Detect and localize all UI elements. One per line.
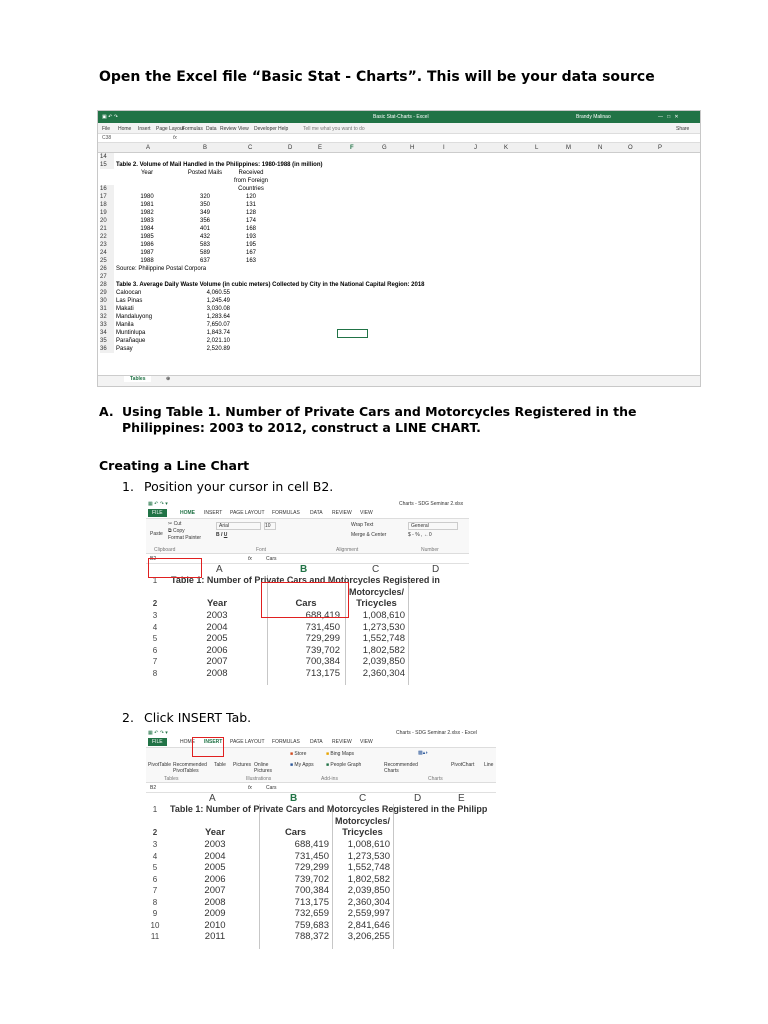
- cell-cars[interactable]: 700,384: [294, 885, 329, 896]
- cell-motorcycles[interactable]: 1,802,582: [347, 873, 390, 885]
- header-year: Year: [140, 170, 154, 176]
- name-box[interactable]: B2: [150, 785, 157, 791]
- table-row: 23 1986 583 195: [98, 241, 701, 249]
- page-title: Open the Excel file “Basic Stat - Charts”. This will be your data source: [99, 69, 655, 85]
- cell-cars[interactable]: 739,702: [294, 873, 329, 885]
- cell-motorcycles[interactable]: 1,552,748: [347, 862, 390, 873]
- excel-logo-icon: ▦ ↶ ↷ ▾: [148, 730, 168, 736]
- cell-received[interactable]: 131: [245, 202, 256, 208]
- recommended-charts-button[interactable]: Recommended Charts: [384, 762, 418, 774]
- cell-year[interactable]: 2011: [204, 931, 226, 942]
- header-year: Year: [204, 827, 226, 838]
- cell-posted[interactable]: 637: [199, 258, 210, 264]
- cell-cars[interactable]: 731,450: [305, 621, 340, 633]
- cell-received[interactable]: 174: [245, 218, 256, 224]
- table-row: 30 Las Pinas 1,245.49: [100, 298, 230, 304]
- cell-year[interactable]: 2006: [206, 644, 228, 656]
- cell-city[interactable]: Caloocan: [116, 290, 142, 296]
- cell-posted[interactable]: 432: [199, 234, 210, 240]
- menu-data[interactable]: Data: [206, 126, 217, 132]
- section-a-instruction: Using Table 1. Number of Private Cars and Motorcycles Registered in the Philippines: 2003 to 2012, construct a LINE CHART.: [122, 404, 637, 435]
- table-row: 21 1984 401 168: [98, 225, 701, 233]
- menu-help[interactable]: Help: [278, 126, 289, 132]
- cell-year[interactable]: 2004: [206, 621, 228, 633]
- header-year: Year: [206, 598, 228, 609]
- cell-motorcycles[interactable]: 1,008,610: [362, 610, 405, 621]
- pictures-button[interactable]: Pictures: [233, 762, 252, 768]
- table-row: 20 1983 356 174: [98, 217, 701, 225]
- line-chart-button[interactable]: Line: [484, 762, 494, 768]
- table3-title: Table 3. Average Daily Waste Volume (in cubic meters) Collected by City in the National Capital Region: 2018: [116, 282, 425, 288]
- excel-titlebar: [98, 111, 700, 123]
- table-row: 10 2010 759,683 2,841,646: [150, 919, 390, 931]
- table2-title: Table 2. Volume of Mail Handled in the Philippines: 1980-1988 (in million): [116, 162, 323, 168]
- table-row: 3 2003 688,419 1,008,610: [152, 839, 390, 850]
- table-row: 36 Pasay 2,520.89: [100, 346, 230, 352]
- cell-received[interactable]: 128: [245, 210, 256, 216]
- menu-view[interactable]: View: [238, 126, 249, 132]
- highlight-cell-b2: [261, 582, 349, 618]
- worksheet-grid[interactable]: 14 15 Table 2. Volume of Mail Handled in the Philippines: 1980-1988 (in million) Year Posted Mails Received from Foreign 16 Countries 17 1980 320 120 18 1981 350 131 19 1982 349 128 20 1983 356 174 21 1984 401 168 22 1985 432 193 23 1986 583 195 24 1987 589 167 25 1988 637 163 26 Source: Philippine Postal Corpora 27 28 Table 3. Average Daily Waste Volume (in cubic meters) Collected by City in the National Capital Region: 2018 29 Caloocan 4,060.55 30 Las Pinas 1,245.49 31 Makati 3,030.08 32 Mandaluyong 1,283.64 33 Manila 7,650.07 34 Muntinlupa 1,843.74 35 Parañaque 2,021.10 36 Pasay 2,520.89: [98, 153, 700, 369]
- sheet-tab-tables[interactable]: Tables: [124, 376, 151, 382]
- cell-received[interactable]: 195: [245, 242, 256, 248]
- cell-received[interactable]: 193: [245, 234, 256, 240]
- add-sheet-icon[interactable]: ⊕: [166, 376, 171, 382]
- column-header[interactable]: F: [350, 145, 354, 151]
- cell-received[interactable]: 168: [245, 226, 256, 232]
- table-row: 35 Parañaque 2,021.10: [100, 338, 230, 344]
- cell-waste[interactable]: 3,030.08: [206, 306, 230, 312]
- tab-page-layout[interactable]: PAGE LAYOUT: [230, 739, 265, 745]
- cell-motorcycles[interactable]: 2,360,304: [347, 896, 390, 908]
- insert-ribbon: PivotTable Recommended PivotTables Table Pictures Online Pictures ■ Store ■ My Apps ■ Bing Maps ■ People Graph Recommended Charts ▩▴◗ PivotChart Line Tables Illustrations Add-ins Charts: [146, 747, 496, 783]
- cell-year[interactable]: 2005: [206, 633, 228, 644]
- bold-button[interactable]: B I U: [216, 532, 228, 538]
- formula-input[interactable]: Cars: [266, 556, 277, 562]
- cell-posted[interactable]: 583: [199, 242, 210, 248]
- tab-data[interactable]: DATA: [310, 510, 323, 516]
- wrap-text-button[interactable]: Wrap Text: [351, 522, 374, 528]
- table-row: 3 2003 688,419 1,008,610: [152, 610, 405, 621]
- table-row: 7 2007 700,384 2,039,850: [152, 656, 405, 667]
- user-name: Brandy Malinao: [576, 114, 611, 120]
- tab-file[interactable]: FILE: [148, 738, 167, 746]
- table-row: 22 1985 432 193: [98, 233, 701, 241]
- cell-motorcycles[interactable]: 3,206,255: [347, 931, 390, 942]
- pivottable-button[interactable]: PivotTable: [148, 762, 172, 768]
- window-controls[interactable]: — □ ✕: [658, 114, 679, 120]
- tell-me-input[interactable]: Tell me what you want to do: [303, 126, 365, 132]
- cell-waste[interactable]: 4,060.55: [206, 290, 230, 296]
- cell-posted[interactable]: 356: [199, 218, 210, 224]
- recommended-pivottables-button[interactable]: Recommended PivotTables: [173, 762, 207, 774]
- formula-bar: [98, 134, 700, 143]
- cell-cars[interactable]: 739,702: [305, 644, 340, 656]
- cell-posted[interactable]: 320: [199, 194, 210, 200]
- cell-cars[interactable]: 713,175: [305, 667, 340, 679]
- ribbon-tabs: [98, 123, 700, 134]
- table-row: 4 2004 731,450 1,273,530: [152, 621, 405, 633]
- cell-cars[interactable]: 713,175: [294, 896, 329, 908]
- cell-year[interactable]: 2008: [204, 896, 226, 908]
- cell-year[interactable]: 1982: [140, 210, 154, 216]
- cell-year[interactable]: 2004: [204, 850, 226, 862]
- column-headers: A B C D E: [209, 793, 465, 804]
- cell-year[interactable]: 2010: [204, 919, 226, 931]
- format-painter-button[interactable]: Format Painter: [168, 535, 202, 541]
- header-posted: Posted Mails: [187, 170, 223, 176]
- cell-waste[interactable]: 1,245.49: [206, 298, 230, 304]
- column-headers: [98, 143, 700, 153]
- cell-motorcycles[interactable]: 2,360,304: [362, 667, 405, 679]
- cell-city[interactable]: Manila: [116, 322, 134, 328]
- name-box[interactable]: B2: [150, 556, 157, 562]
- column-header[interactable]: E: [318, 145, 323, 151]
- cell-year[interactable]: 2007: [206, 656, 228, 667]
- cell-received[interactable]: 163: [245, 258, 256, 264]
- table-row: 6 2006 739,702 1,802,582: [152, 644, 405, 656]
- menu-developer[interactable]: Developer: [254, 126, 277, 132]
- cell-year[interactable]: 2008: [206, 667, 228, 679]
- paste-button[interactable]: Paste: [150, 531, 163, 537]
- cell-year[interactable]: 1986: [140, 242, 154, 248]
- table-row: 31 Makati 3,030.08: [100, 306, 230, 312]
- cell-year[interactable]: 1985: [140, 234, 154, 240]
- table1-title: Table 1: Number of Private Cars and Motorcycles Registered in the Philipp: [170, 804, 488, 814]
- header-motorcycles: Tricycles: [356, 598, 397, 609]
- cell-motorcycles[interactable]: 1,008,610: [347, 839, 390, 850]
- column-header[interactable]: D: [288, 145, 293, 151]
- font-size-select[interactable]: 10: [264, 522, 276, 530]
- share-button[interactable]: Share: [676, 126, 690, 132]
- table-row: 5 2005 729,299 1,552,748: [152, 633, 405, 644]
- column-header[interactable]: B: [203, 145, 208, 151]
- column-header[interactable]: M: [566, 145, 571, 151]
- table-row: 32 Mandaluyong 1,283.64: [100, 314, 230, 320]
- step-2: 2. Click INSERT Tab.: [122, 710, 252, 725]
- table-row: 7 2007 700,384 2,039,850: [152, 885, 390, 896]
- formula-input[interactable]: Cars: [266, 785, 277, 791]
- cell-cars[interactable]: 729,299: [305, 633, 340, 644]
- tab-review[interactable]: REVIEW: [332, 739, 352, 745]
- tab-home[interactable]: HOME: [180, 739, 195, 745]
- fx-icon: fx: [173, 135, 177, 141]
- tab-data[interactable]: DATA: [310, 739, 323, 745]
- header-cars: Cars: [284, 827, 307, 838]
- table-row: 19 1982 349 128: [98, 209, 701, 217]
- tab-view[interactable]: VIEW: [360, 739, 373, 745]
- menu-formulas[interactable]: Formulas: [182, 126, 203, 132]
- column-header[interactable]: J: [474, 145, 477, 151]
- cell-motorcycles[interactable]: 2,039,850: [347, 885, 390, 896]
- ribbon-tabs: [146, 509, 469, 518]
- source-note: Source: Philippine Postal Corpora: [116, 266, 207, 272]
- cell-posted[interactable]: 350: [199, 202, 210, 208]
- column-header[interactable]: P: [658, 145, 663, 151]
- column-header[interactable]: I: [443, 145, 445, 151]
- cell-posted[interactable]: 401: [199, 226, 210, 232]
- cell-year[interactable]: 2009: [204, 908, 226, 919]
- online-pictures-button[interactable]: Online Pictures: [254, 762, 273, 774]
- step-1: 1. Position your cursor in cell B2.: [122, 479, 334, 494]
- fx-icon: fx: [248, 785, 252, 791]
- excel-titlebar: [146, 500, 469, 509]
- menu-home[interactable]: Home: [118, 126, 132, 132]
- sheet-tabs: [98, 375, 701, 386]
- cell-year[interactable]: 2006: [204, 873, 226, 885]
- cell-waste[interactable]: 2,021.10: [206, 338, 230, 344]
- cell-cars[interactable]: 788,372: [294, 931, 329, 942]
- people-graph-button[interactable]: ■ People Graph: [326, 762, 362, 768]
- table-row: 17 1980 320 120: [98, 193, 701, 201]
- cell-motorcycles[interactable]: 1,802,582: [362, 644, 405, 656]
- excel-window-screenshot: [97, 110, 701, 387]
- subsection-title: Creating a Line Chart: [99, 458, 250, 473]
- cell-year[interactable]: 1988: [140, 258, 154, 264]
- menu-page-layout[interactable]: Page Layout: [156, 126, 185, 132]
- table-row: 8 2008 713,175 2,360,304: [152, 667, 405, 679]
- fx-icon: fx: [248, 556, 252, 562]
- tab-insert[interactable]: INSERT: [204, 739, 223, 745]
- currency-button[interactable]: $ - % , ←0: [408, 532, 432, 538]
- header-motorcycles: Tricycles: [342, 827, 383, 838]
- cell-cars[interactable]: 688,419: [305, 610, 340, 621]
- table-row: 33 Manila 7,650.07: [100, 322, 230, 328]
- cell-waste[interactable]: 7,650.07: [206, 322, 230, 328]
- cell-received[interactable]: 120: [245, 194, 256, 200]
- table-row: 18 1981 350 131: [98, 201, 701, 209]
- column-header[interactable]: C: [248, 145, 253, 151]
- tab-review[interactable]: REVIEW: [332, 510, 352, 516]
- tab-home[interactable]: HOME: [180, 510, 195, 516]
- cell-cars[interactable]: 700,384: [305, 656, 340, 667]
- window-title: Charts - SDG Seminar 2.xlsx: [399, 501, 464, 507]
- table-row: 8 2008 713,175 2,360,304: [152, 896, 390, 908]
- number-format-select[interactable]: General: [408, 522, 458, 530]
- cell-motorcycles[interactable]: 2,841,646: [347, 919, 390, 931]
- cell-waste[interactable]: 2,520.89: [206, 346, 230, 352]
- tab-insert[interactable]: INSERT: [204, 510, 223, 516]
- table-row: 11 2011 788,372 3,206,255: [150, 931, 390, 942]
- cell-year[interactable]: 1984: [140, 226, 154, 232]
- merge-center-button[interactable]: Merge & Center: [351, 532, 387, 538]
- formula-bar: [146, 783, 496, 793]
- column-header[interactable]: A: [146, 145, 151, 151]
- cell-posted[interactable]: 589: [199, 250, 210, 256]
- my-apps-button[interactable]: ■ My Apps: [290, 762, 314, 768]
- cell-cars[interactable]: 729,299: [294, 862, 329, 873]
- cell-motorcycles[interactable]: 1,273,530: [362, 621, 405, 633]
- menu-insert[interactable]: Insert: [138, 126, 151, 132]
- column-header[interactable]: G: [382, 145, 387, 151]
- store-button[interactable]: ■ Store: [290, 751, 307, 757]
- cell-posted[interactable]: 349: [199, 210, 210, 216]
- cell-year[interactable]: 1987: [140, 250, 154, 256]
- tab-file[interactable]: FILE: [148, 509, 167, 517]
- cell-city[interactable]: Pasay: [116, 346, 133, 352]
- cell-year[interactable]: 2003: [206, 610, 228, 621]
- column-header[interactable]: L: [535, 145, 539, 151]
- cell-year[interactable]: 1980: [140, 194, 154, 200]
- cell-year[interactable]: 2005: [204, 862, 226, 873]
- cell-motorcycles[interactable]: 1,273,530: [347, 850, 390, 862]
- table-button[interactable]: Table: [214, 762, 226, 768]
- cell-cars[interactable]: 731,450: [294, 850, 329, 862]
- cell-motorcycles[interactable]: 2,559,997: [347, 908, 390, 919]
- table-row: 24 1987 589 167: [98, 249, 701, 257]
- highlight-name-box: [148, 558, 202, 578]
- cell-received[interactable]: 167: [245, 250, 256, 256]
- window-title: Charts - SDG Seminar 2.xlsx - Excel: [396, 730, 477, 736]
- cell-cars[interactable]: 732,659: [294, 908, 329, 919]
- cell-year[interactable]: 1981: [140, 202, 154, 208]
- font-select[interactable]: Arial: [216, 522, 261, 530]
- menu-review[interactable]: Review: [220, 126, 237, 132]
- cell-city[interactable]: Muntinlupa: [116, 330, 146, 336]
- cell-year[interactable]: 1983: [140, 218, 154, 224]
- column-header[interactable]: N: [598, 145, 603, 151]
- save-icon: ▣ ↶ ↷: [102, 114, 118, 120]
- cell-city[interactable]: Makati: [116, 306, 134, 312]
- table-row: 9 2009 732,659 2,559,997: [152, 908, 390, 919]
- excel-insert-screenshot: ▦ ↶ ↷ ▾ Charts - SDG Seminar 2.xlsx - Excel FILE HOME INSERT PAGE LAYOUT FORMULAS DATA REVIEW VIEW PivotTable Recommended PivotTables Table Pictures Online Pictures ■ Store ■ My Apps ■ Bing Maps ■ People Graph Recommended Charts ▩▴◗ PivotChart Line Tables Illustrations Add-ins Charts B2 fx Cars A B C D E 1 Table 1: Number of Private Cars and Motorcycles Registered in the Philipp Motorcycles/ 2 Year Cars Tricycles 3 2003 688,419 1,008,610 4 2004 731,450 1,273,530 5 2005 729,299 1,552,748 6 2006 739,702 1,802,582 7 2007 700,384 2,039,850 8 2008 713,175 2,360,304 9 2009 732,659 2,559,997 10 2010 759,683 2,841,646 11 2011 788,372 3,206,255: [146, 729, 496, 949]
- table-row: 4 2004 731,450 1,273,530: [152, 850, 390, 862]
- section-a-marker: A.: [99, 404, 114, 419]
- tab-page-layout[interactable]: PAGE LAYOUT: [230, 510, 265, 516]
- selected-cell[interactable]: [337, 329, 368, 338]
- menu-file[interactable]: File: [102, 126, 111, 132]
- copy-button[interactable]: ⧉ Copy: [168, 528, 185, 534]
- table1-title: Table 1: Number of Private Cars and Motorcycles Registered in: [171, 575, 440, 585]
- tab-formulas[interactable]: FORMULAS: [272, 739, 300, 745]
- cell-year[interactable]: 2007: [204, 885, 226, 896]
- excel-logo-icon: ▦ ↶ ↷ ▾: [148, 501, 168, 507]
- chart-types-icon[interactable]: ▩▴◗: [418, 750, 429, 756]
- cut-button[interactable]: ✂ Cut: [168, 521, 182, 527]
- header-cars: Cars: [295, 598, 317, 609]
- cell-motorcycles[interactable]: 1,552,748: [362, 633, 405, 644]
- table-row: 25 1988 637 163: [98, 257, 701, 265]
- header-received: Received: [238, 170, 264, 176]
- tab-view[interactable]: VIEW: [360, 510, 373, 516]
- table-row: 6 2006 739,702 1,802,582: [152, 873, 390, 885]
- bing-maps-button[interactable]: ■ Bing Maps: [326, 751, 355, 757]
- cell-cars[interactable]: 688,419: [294, 839, 329, 850]
- table-row: 34 Muntinlupa 1,843.74: [100, 330, 230, 336]
- column-header[interactable]: H: [410, 145, 415, 151]
- name-box[interactable]: C38: [102, 135, 112, 141]
- column-headers: A B C D: [216, 564, 440, 575]
- tab-formulas[interactable]: FORMULAS: [272, 510, 300, 516]
- cell-cars[interactable]: 759,683: [294, 919, 329, 931]
- cell-year[interactable]: 2003: [204, 839, 226, 850]
- column-header[interactable]: O: [628, 145, 633, 151]
- cell-city[interactable]: Mandaluyong: [116, 314, 153, 320]
- table-row: 29 Caloocan 4,060.55: [100, 290, 230, 296]
- cell-waste[interactable]: 1,283.64: [206, 314, 230, 320]
- cell-city[interactable]: Parañaque: [116, 338, 146, 344]
- cell-city[interactable]: Las Pinas: [116, 298, 143, 304]
- excel-home-screenshot: ▦ ↶ ↷ ▾ Charts - SDG Seminar 2.xlsx FILE HOME INSERT PAGE LAYOUT FORMULAS DATA REVIEW VIEW ✂ Cut ⧉ Copy Paste Format Painter Arial 10 B I U Wrap Text Merge & Center General $ - % , ←0 Clipboard Font Alignment Number B2 fx Cars A B C D 1 Table 1: Number of Private Cars and Motorcycles Registered in Motorcycles/ 2 Year Cars Tricycles 3 2003 688,419 1,008,610 4 2004 731,450 1,273,530 5 2005 729,299 1,552,748 6 2006 739,702 1,802,582 7 2007 700,384 2,039,850 8 2008 713,175 2,360,304: [146, 500, 469, 692]
- column-header[interactable]: K: [504, 145, 509, 151]
- cell-motorcycles[interactable]: 2,039,850: [362, 656, 405, 667]
- home-ribbon: ✂ Cut ⧉ Copy Paste Format Painter Arial 10 B I U Wrap Text Merge & Center General $ - % , ←0 Clipboard Font Alignment Number: [146, 518, 469, 554]
- highlight-insert-tab: [192, 737, 224, 757]
- window-title: Basic Stat-Charts - Excel: [373, 114, 429, 120]
- cell-waste[interactable]: 1,843.74: [206, 330, 230, 336]
- table-row: 5 2005 729,299 1,552,748: [152, 862, 390, 873]
- pivotchart-button[interactable]: PivotChart: [451, 762, 475, 768]
